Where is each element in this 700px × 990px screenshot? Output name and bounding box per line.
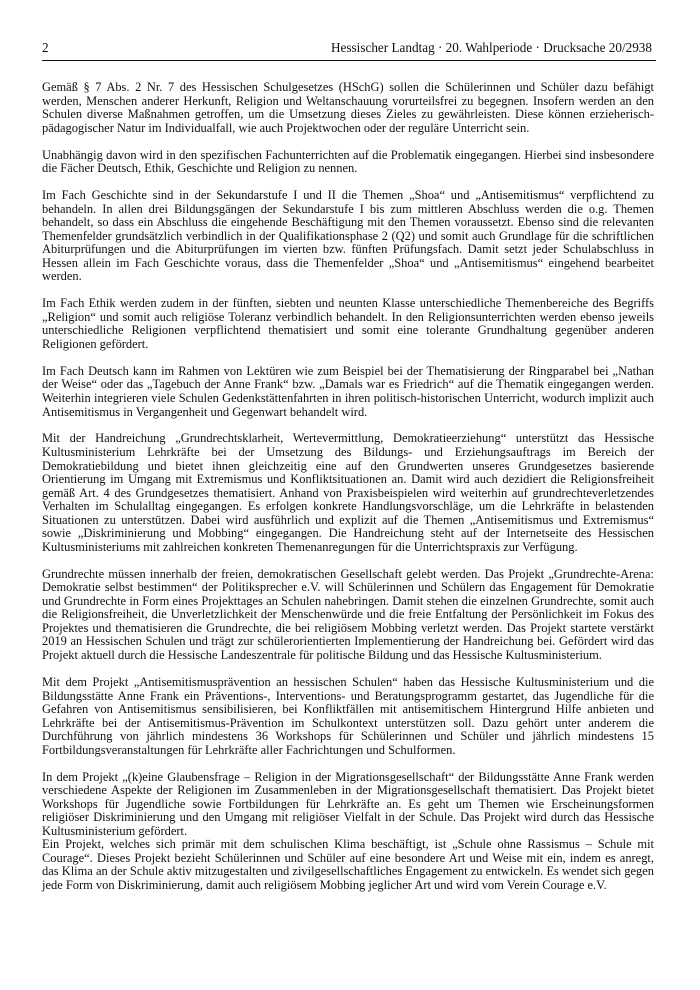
paragraph-ethics: Im Fach Ethik werden zudem in der fünften, siebten und neunten Klasse unterschiedliche Themenbereiche des Begriffs „Religion“ und somit auch religiöse Toleranz verbindlich behandelt. In den Religionsunterrichten werden ebenso jeweils unterschiedliche Religionen verpflichtend thematisiert und somit eine tolerante Grundhaltung gegenüber anderen Religionen gefördert. xyxy=(42,296,654,351)
paragraph-subject-teaching: Unabhängig davon wird in den spezifischen Fachunterrichten auf die Problematik eingegangen. Hierbei sind insbesondere die Fächer Deutsch, Ethik, Geschichte und Religion zu nennen. xyxy=(42,147,654,176)
paragraph-history: Im Fach Geschichte sind in der Sekundarstufe I und II die Themen „Shoa“ und „Antisemitismus“ verpflichtend zu behandeln. In allen drei Bildungsgängen der Sekundarstufe I bis zum mittleren Abschluss werden die o.g. Themen behandelt, so dass ein Abschluss die eingehende Beschäftigung mit den Themen voraussetzt. Ebenso sind die relevanten Themenfelder grundsätzlich verbindlich in der Qualifikationsphase 2 (Q2) und somit auch Grundlage für die schriftlichen Abiturprüfungen und die Abiturprüfungen im vierten bzw. fünften Prüfungsfach. Damit setzt jeder Schulabschluss in Hessen allein im Fach Geschichte voraus, dass die Themenfelder „Shoa“ und „Antisemitismus“ eingehend bearbeitet werden. xyxy=(42,188,654,284)
document-reference: Hessischer Landtag · 20. Wahlperiode · Drucksache 20/2938 xyxy=(331,40,652,55)
paragraph-antisemitism-prevention: Mit dem Projekt „Antisemitismusprävention an hessischen Schulen“ haben das Hessische Kultusministerium und die Bildungsstätte Anne Frank ein Präventions-, Interventions- und Beratungsprogramm gestartet, das Jugendliche für die Gefahren von Antisemitismus sensibilisieren, bei Konfliktfällen mit antisemitischem Hintergrund Hilfe anbieten und Lehrkräfte bei der Antisemitismus-Prävention im Schulkontext unterstützen soll. Dazu gehört unter anderem die Durchführung von jährlich mindestens 36 Workshops für Schülerinnen und Schüler und jährlich mindestens 15 Fortbildungsveranstaltungen für Lehrkräfte aller Fachrichtungen und Schulformen. xyxy=(42,674,654,757)
paragraph-handreichung: Mit der Handreichung „Grundrechtsklarheit, Wertevermittlung, Demokratieerziehung“ unterstützt das Hessische Kultusministerium Lehrkräfte bei der Umsetzung des Bildungs- und Erziehungsauftrags im Bereich der Demokratiebildung und bietet ihnen gleichzeitig eine auf den Grundwerten unseres Grundgesetzes basierende Orientierung im Umgang mit Extremismus und Konfliktsituationen an. Damit wird auch dezidiert die Religionsfreiheit gemäß Art. 4 des Grundgesetzes thematisiert. Anhand von Praxisbeispielen wird weiterhin auf grundrechteverletzendes Verhalten im Schulalltag eingegangen. Es erfolgen konkrete Handlungsvorschläge, um die Lehrkräfte in belastenden Situationen zu unterstützen. Dabei wird ausführlich und explizit auf die Themen „Antisemitismus und Extremismus“ sowie „Diskriminierung und Mobbing“ eingegangen. Die Handreichung steht auf der Internetseite des Hessischen Kultusministeriums mit zahlreichen konkreten Themenanregungen für die Unterrichtspraxis zur Verfügung. xyxy=(42,431,654,554)
paragraph-glaubensfrage: In dem Projekt „(k)eine Glaubensfrage – Religion in der Migrationsgesellschaft“ der Bildungsstätte Anne Frank werden verschiedene Aspekte der Religionen im Zusammenleben in der Migrationsgesellschaft thematisiert. Das Projekt bietet Workshops für Jugendliche sowie Fortbildungen für Lehrkräfte an. Es geht um Themen wie Erscheinungsformen religiöser Diskriminierung und den Umgang mit religiöser Vielfalt in der Schule. Das Projekt wird durch das Hessische Kultusministerium gefördert. xyxy=(42,769,654,838)
page-header xyxy=(42,40,656,61)
document-body xyxy=(42,81,654,906)
paragraph-grundrechte-arena: Grundrechte müssen innerhalb der freien, demokratischen Gesellschaft gelebt werden. Das Projekt „Grundrechte-Arena: Demokratie selbst bestimmen“ der Politiksprecher e.V. will Schülerinnen und Schülern das Engagement für Demokratie und Grundrechte in Form eines Projekttages an Schulen nahebringen. Damit stehen die einzelnen Grundrechte, somit auch die Religionsfreiheit, die Unverletzlichkeit der Menschenwürde und die freie Entfaltung der Persönlichkeit im Fokus des Projektes und thematisieren die Grundrechte, die bei religiösem Mobbing verletzt werden. Das Projekt startete verstärkt 2019 an Hessischen Schulen und trägt zur schülerorientierten Implementierung der Handreichung bei. Gefördert wird das Projekt aktuell durch die Hessische Landeszentrale für politische Bildung und das Hessische Kultusministerium. xyxy=(42,566,654,663)
page-number: 2 xyxy=(42,40,49,55)
paragraph-school-without-racism: Ein Projekt, welches sich primär mit dem schulischen Klima beschäftigt, ist „Schule ohne Rassismus – Schule mit Courage“. Dieses Projekt bezieht Schülerinnen und Schüler auf eine besondere Art und Weise mit ein, indem es anregt, das Klima an der Schule aktiv mitzugestalten und zivilgesellschaftliches Engagement zu entwickeln. Es wendet sich gegen jede Form von Diskriminierung, damit auch religiösem Mobbing jeglicher Art und wird vom Verein Courage e.V. xyxy=(42,837,654,893)
paragraph-school-law: Gemäß § 7 Abs. 2 Nr. 7 des Hessischen Schulgesetzes (HSchG) sollen die Schülerinnen und Schüler dazu befähigt werden, Menschen anderer Herkunft, Religion und Weltanschauung vorurteilsfrei zu begegnen. Insofern werden an den Schulen diverse Maßnahmen getroffen, um die Umsetzung dieses Zieles zu gewährleisten. Diese können erzieherisch-pädagogischer Natur im Individualfall, wie auch Projektwochen oder der reguläre Unterricht sein. xyxy=(42,80,654,135)
paragraph-german: Im Fach Deutsch kann im Rahmen von Lektüren wie zum Beispiel bei der Thematisierung der Ringparabel bei „Nathan der Weise“ oder das „Tagebuch der Anne Frank“ bzw. „Damals war es Friedrich“ auf die Thematik eingegangen werden. Weiterhin integrieren viele Schulen Gedenkstättenfahrten in ihren politisch-historischen Unterricht, wodurch implizit auch Antisemitismus in Vergangenheit und Gegenwart behandelt wird. xyxy=(42,363,654,419)
